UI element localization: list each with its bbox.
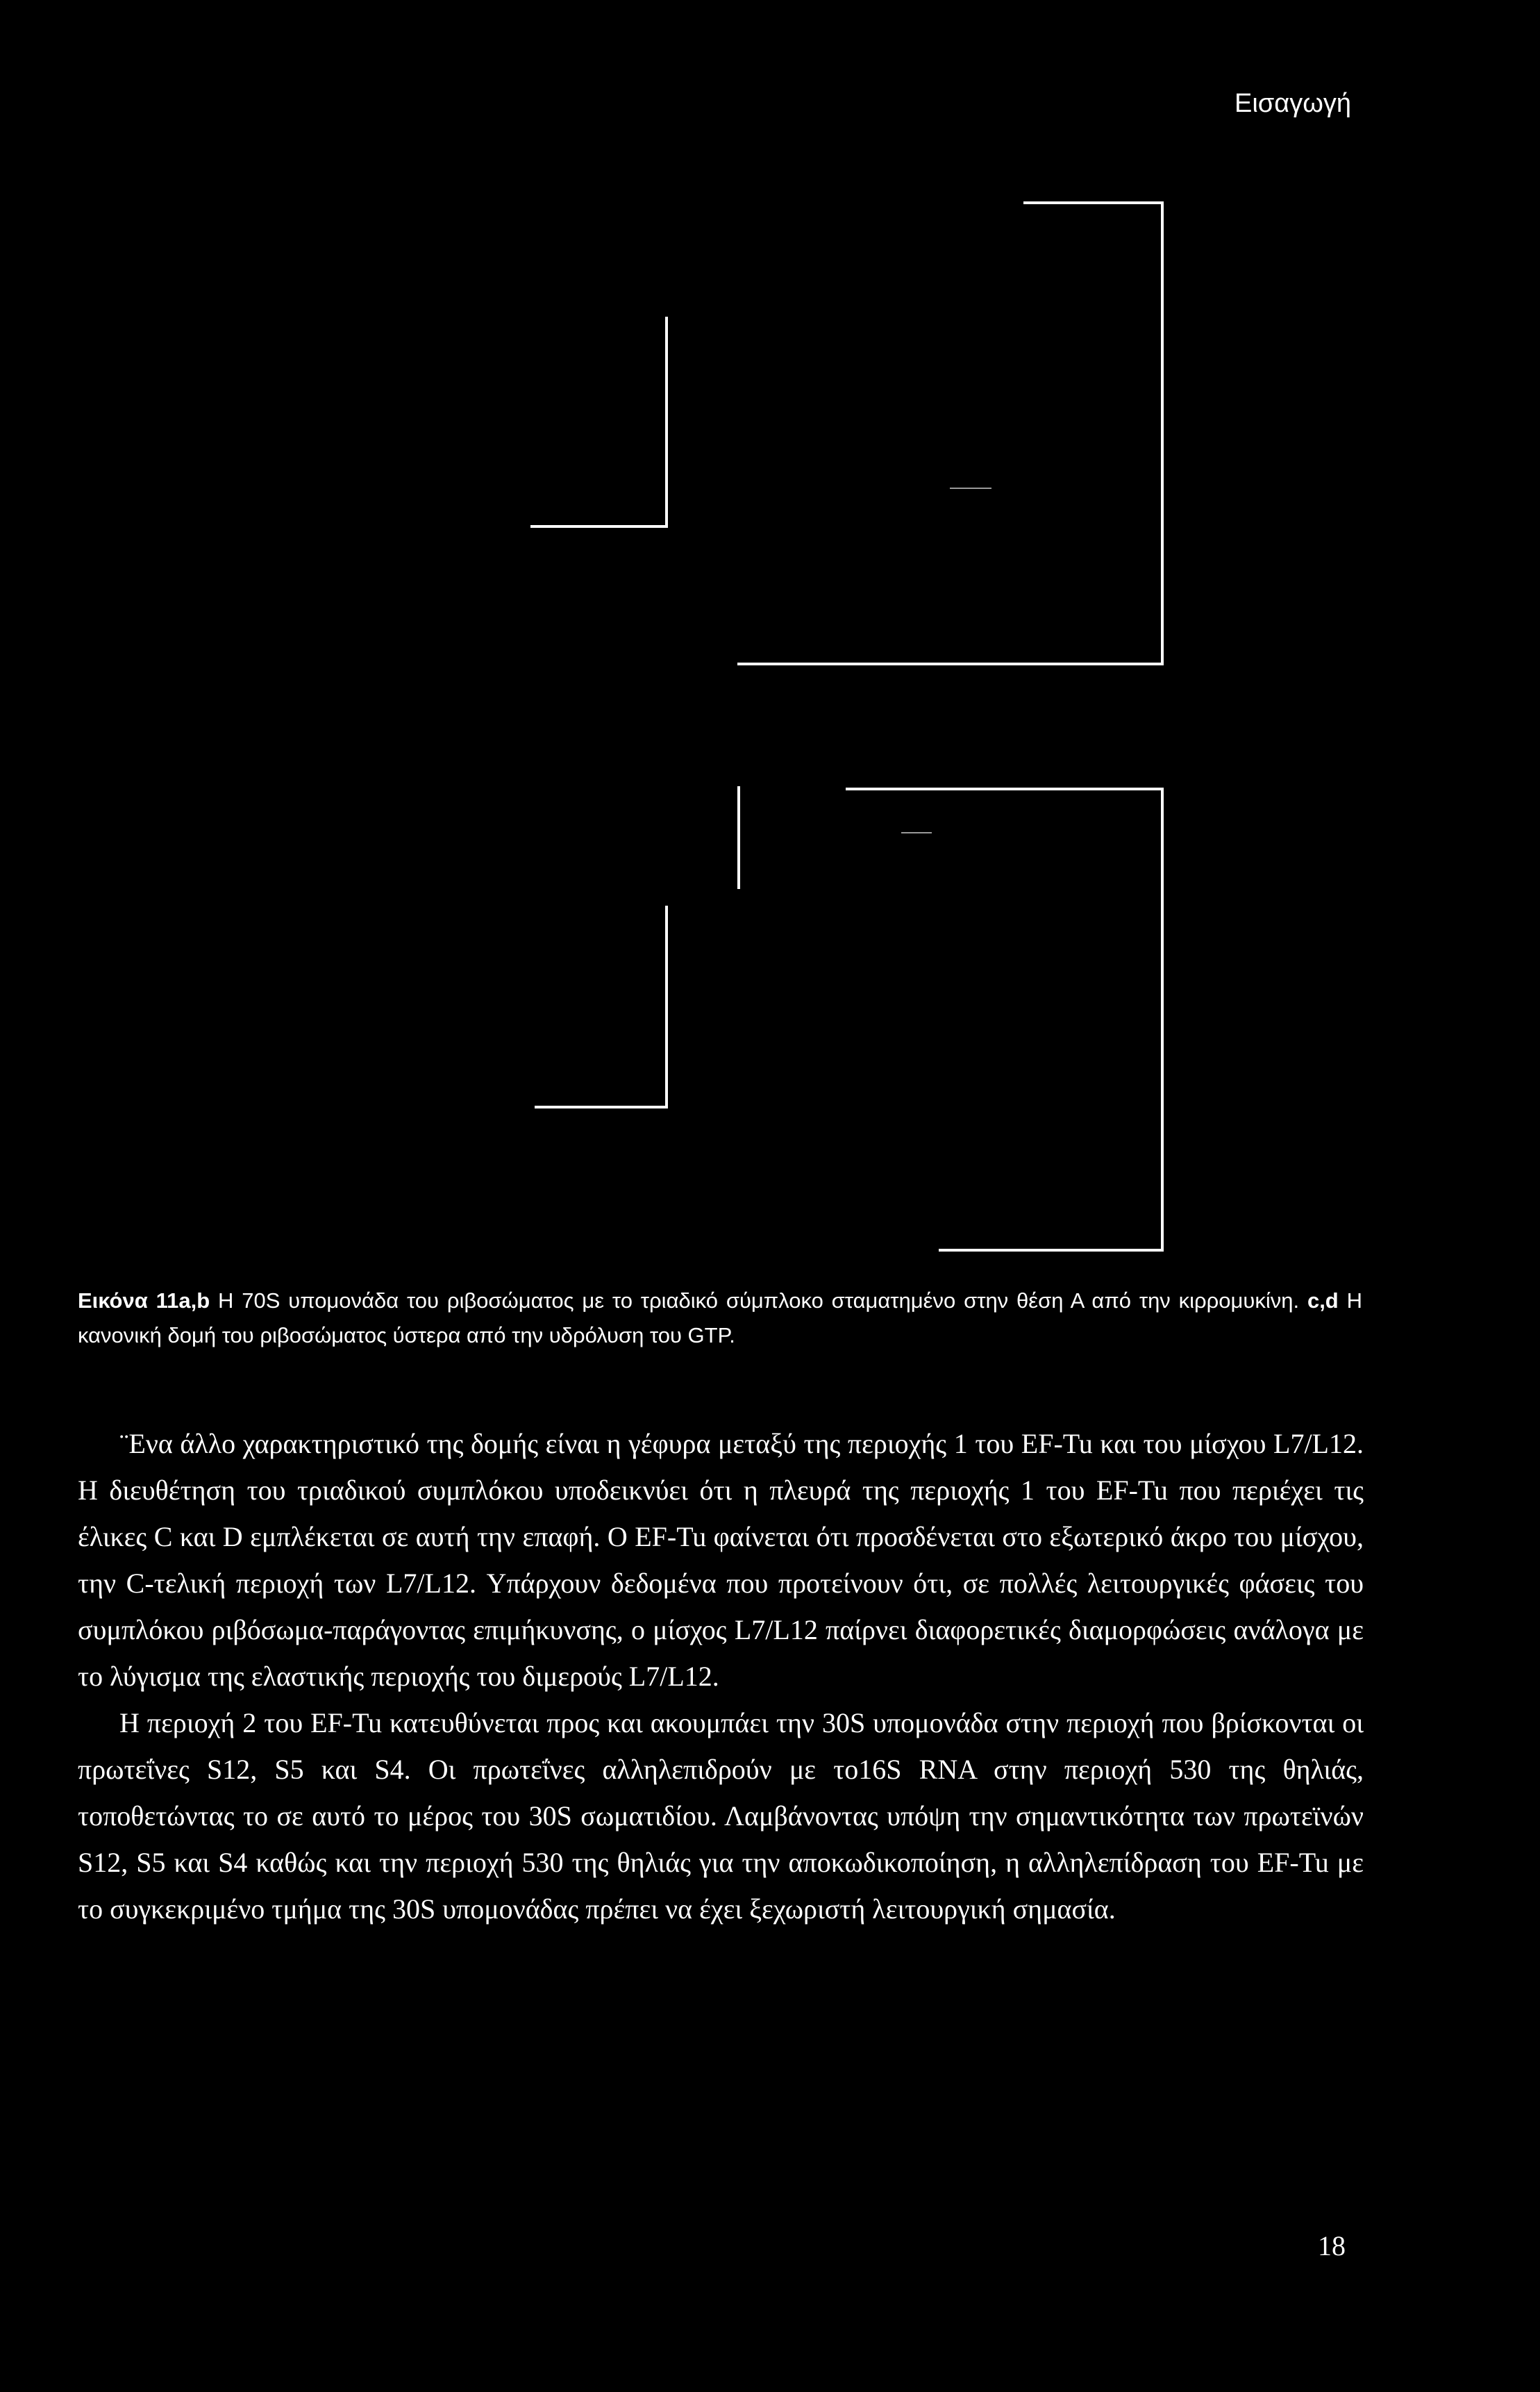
page-number: 18: [1318, 2230, 1346, 2261]
panel-cd-divider-upper: [737, 786, 740, 889]
figure-caption: [78, 1284, 1362, 1353]
caption-label-cd: c,d: [1307, 1288, 1339, 1313]
body-paragraph: ¨Ενα άλλο χαρακτηριστικό της δομής είναι η γέφυρα μεταξύ της περιοχής 1 του EF-Tu και του μίσχου L7/L12. Η διευθέτηση του τριαδικού συμπλόκου υποδεικνύει ότι η πλευρά της περιοχής 1 του EF-Tu που περιέχει τις έλικες C και D εμπλέκεται σε αυτή την επαφή. O EF-Tu φαίνεται ότι προσδένεται στο εξωτερικό άκρο του μίσχου, την C-τελική περιοχή των L7/L12. Υπάρχουν δεδομένα που προτείνουν ότι, σε πολλές λειτουργικές φάσεις του συμπλόκου ριβόσωμα-παράγοντας επιμήκυνσης, ο μίσχος L7/L12 παίρνει διαφορετικές διαμορφώσεις ανάλογα με το λύγισμα της ελαστικής περιοχής του διμερούς L7/L12.: [78, 1428, 1364, 1692]
caption-label-ab: Εικόνα 11a,b: [78, 1288, 210, 1313]
panel-cd-frame-right: [1161, 788, 1164, 1252]
body-paragraph: Η περιοχή 2 του EF-Tu κατευθύνεται προς και ακουμπάει την 30S υπομονάδα στην περιοχή που βρίσκονται οι πρωτεΐνες S12, S5 και S4. Οι πρωτεΐνες αλληλεπιδρούν με το16S RNA στην περιοχή 530 της θηλιάς, τοποθετώντας το σε αυτό το μέρος του 30S σωματιδίου. Λαμβάνοντας υπόψη την σημαντικότητα των πρωτεϊνών S12, S5 και S4 καθώς και την περιοχή 530 της θηλιάς για την αποκωδικοποίηση, η αλληλεπίδραση του EF-Tu με το συγκεκριμένο τμήμα της 30S υπομονάδας πρέπει να έχει ξεχωριστή λειτουργική σημασία.: [78, 1707, 1364, 1925]
panel-a-divider-vertical: [665, 317, 668, 526]
panel-b-artifact: [950, 488, 991, 489]
body-text: [78, 1420, 1364, 1932]
caption-text-cd: Η κανονική δομή του ριβοσώματος ύστερα από την υδρόλυση του GTP.: [78, 1288, 1362, 1347]
panel-cd-frame-bottom: [939, 1249, 1164, 1252]
caption-text-ab: Η 70S υπομονάδα του ριβοσώματος με το τριαδικό σύμπλοκο σταματημένο στην θέση Α από την κιρρομυκίνη.: [210, 1288, 1307, 1313]
panel-a-divider-horizontal: [530, 525, 668, 528]
panel-c-divider-horizontal: [535, 1106, 668, 1108]
panel-ab-frame-bottom: [737, 663, 1164, 665]
panel-cd-frame-top: [846, 788, 1164, 790]
section-header: Εισαγωγή: [1234, 89, 1351, 118]
panel-ab-frame-top: [1023, 201, 1164, 204]
panel-c-divider-vertical: [665, 906, 668, 1108]
panel-ab-frame-right: [1161, 201, 1164, 665]
panel-d-artifact: [901, 832, 932, 833]
